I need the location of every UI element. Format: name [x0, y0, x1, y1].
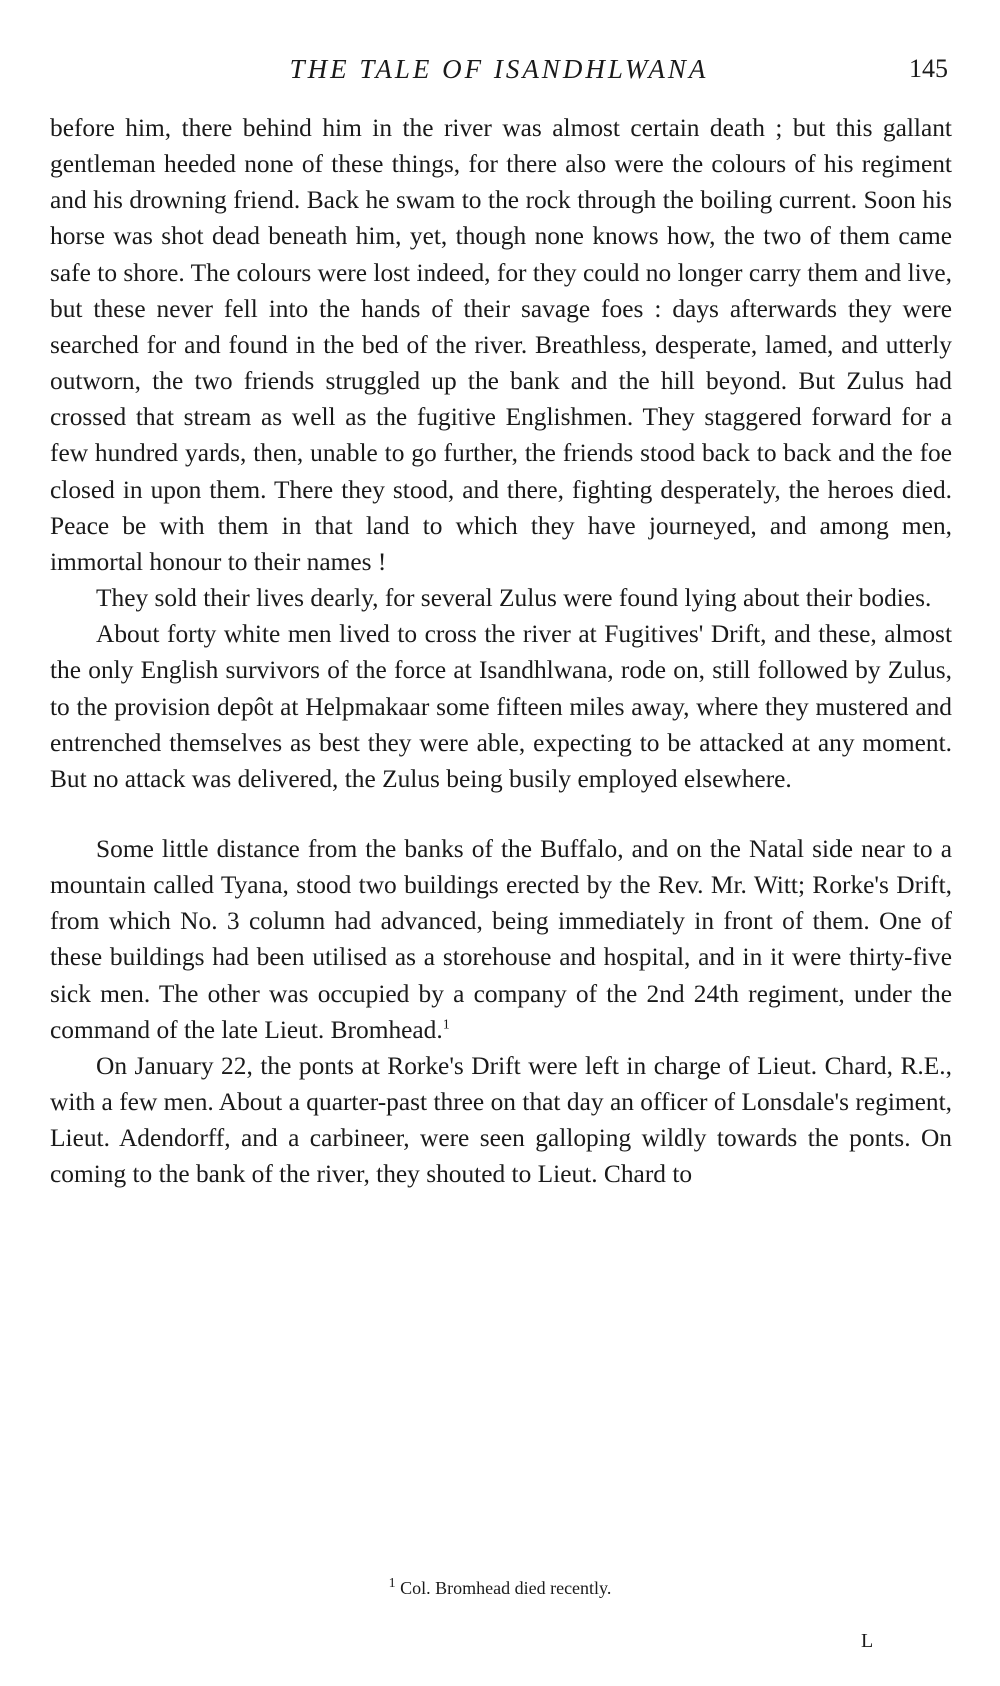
signature-mark: L [861, 1630, 874, 1652]
page-number: 145 [909, 54, 948, 83]
footnote [0, 1578, 1000, 1599]
footnote-marker: 1 [388, 1576, 396, 1591]
footnote-reference: 1 [442, 1017, 450, 1033]
paragraph-1: before him, there behind him in the river was almost certain death ; but this gallant gentleman heeded none of these things, for there also were the colours of his regiment and his drowning friend. Back he swam to the rock through the boiling current. Soon his horse was shot dead beneath him, yet, though none knows how, the two of them came safe to shore. The colours were lost indeed, for they could no longer carry them and live, but these never fell into the hands of their savage foes : days afterwards they were searched for and found in the bed of the river. Breathless, desperate, lamed, and utterly outworn, the two friends struggled up the bank and the hill beyond. But Zulus had crossed that stream as well as the fugitive Englishmen. They staggered forward for a few hundred yards, then, unable to go further, the friends stood back to back and the foe closed in upon them. There they stood, and there, fighting desperately, the heroes died. Peace be with them in that land to which they have journeyed, and among men, immortal honour to their names ! [50, 114, 952, 576]
body-text [50, 110, 952, 1193]
paragraph-5: On January 22, the ponts at Rorke's Drift were left in charge of Lieut. Chard, R.E., with a few men. About a quarter-past three on that day an officer of Lonsdale's regiment, Lieut. Adendorff, and a carbineer, were seen galloping wildly towards the ponts. On coming to the bank of the river, they shouted to Lieut. Chard to [50, 1051, 952, 1189]
paragraph-4 [50, 831, 952, 1048]
paragraph-2: They sold their lives dearly, for several Zulus were found lying about their bodies. [96, 584, 932, 613]
section-break [50, 797, 952, 831]
running-title: THE TALE OF ISANDHLWANA [289, 54, 709, 84]
footnote-text: Col. Bromhead died recently. [395, 1578, 612, 1598]
running-header [50, 50, 948, 90]
paragraph-4-text: Some little distance from the banks of the Buffalo, and on the Natal side near to a mountain called Tyana, stood two buildings erected by the Rev. Mr. Witt; Rorke's Drift, from which No. 3 column had advanced, being immediately in front of them. One of these buildings had been utilised as a storehouse and hospital, and in it were thirty-five sick men. The other was occupied by a company of the 2nd 24th regiment, under the command of the late Lieut. Bromhead. [50, 834, 952, 1044]
paragraph-3: About forty white men lived to cross the river at Fugitives' Drift, and these, almost the only English survivors of the force at Isandhlwana, rode on, still followed by Zulus, to the provision depôt at Helpmakaar some fifteen miles away, where they mustered and entrenched themselves as best they were able, expecting to be attacked at any moment. But no attack was delivered, the Zulus being busily employed elsewhere. [50, 620, 952, 793]
